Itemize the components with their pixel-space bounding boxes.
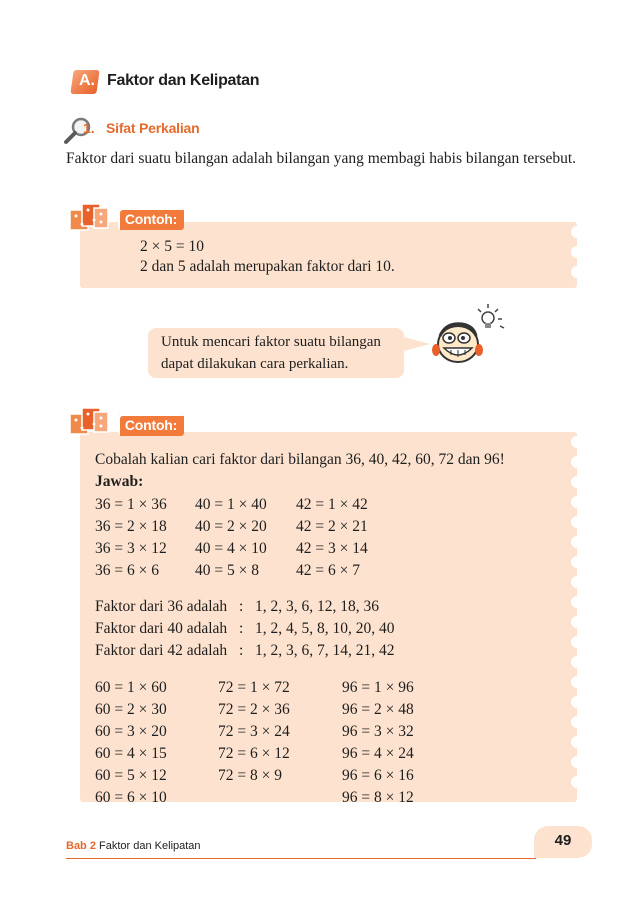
row-40-2: 40 = 2 × 20 [195, 518, 267, 535]
row-72-1: 72 = 1 × 72 [218, 679, 290, 696]
row-42-1: 42 = 1 × 42 [296, 496, 368, 513]
row-72-2: 72 = 2 × 36 [218, 701, 290, 718]
page-number: 49 [554, 832, 572, 849]
row-72-5: 72 = 8 × 9 [218, 767, 282, 784]
footer-divider [66, 858, 536, 859]
example1-line-2: 2 dan 5 adalah merupakan faktor dari 10. [140, 258, 395, 275]
row-60-1: 60 = 1 × 60 [95, 679, 167, 696]
row-60-3: 60 = 3 × 20 [95, 723, 167, 740]
subsection-title: Sifat Perkalian [106, 120, 200, 136]
example2-question: Cobalah kalian cari faktor dari bilangan 36, 40, 42, 60, 72 dan 96! [95, 451, 505, 468]
row-40-3: 40 = 4 × 10 [195, 540, 267, 557]
row-36-4: 36 = 6 × 6 [95, 562, 159, 579]
row-72-4: 72 = 6 × 12 [218, 745, 290, 762]
row-96-2: 96 = 2 × 48 [342, 701, 414, 718]
intro-paragraph: Faktor dari suatu bilangan adalah bilangan yang membagi habis bilangan tersebut. [66, 150, 577, 167]
smiling-face-icon [432, 300, 514, 376]
lightbulb-icon [478, 304, 504, 328]
factor-value-42: 1, 2, 3, 6, 7, 14, 21, 42 [255, 642, 395, 659]
tip-bubble-tail [400, 336, 430, 352]
footer-chapter-number: Bab 2 [66, 840, 96, 852]
answer-label: Jawab: [95, 473, 144, 490]
subsection-number: 1. [83, 120, 95, 136]
row-60-6: 60 = 6 × 10 [95, 789, 167, 806]
tip-line-1: Untuk mencari faktor suatu bilangan [161, 334, 381, 350]
row-96-5: 96 = 6 × 16 [342, 767, 414, 784]
example1-line-1: 2 × 5 = 10 [140, 238, 204, 255]
footer-chapter [66, 840, 201, 852]
row-96-3: 96 = 3 × 32 [342, 723, 414, 740]
tip-line-2: dapat dilakukan cara perkalian. [161, 356, 349, 372]
footer-chapter-title: Faktor dan Kelipatan [99, 840, 201, 852]
row-60-4: 60 = 4 × 15 [95, 745, 167, 762]
factor-sep-40: : [239, 620, 244, 637]
row-60-2: 60 = 2 × 30 [95, 701, 167, 718]
row-36-3: 36 = 3 × 12 [95, 540, 167, 557]
row-96-4: 96 = 4 × 24 [342, 745, 414, 762]
row-36-2: 36 = 2 × 18 [95, 518, 167, 535]
factor-sep-36: : [239, 598, 244, 615]
row-96-6: 96 = 8 × 12 [342, 789, 414, 806]
factor-value-36: 1, 2, 3, 6, 12, 18, 36 [255, 598, 379, 615]
factor-value-40: 1, 2, 4, 5, 8, 10, 20, 40 [255, 620, 395, 637]
dice-icon [68, 404, 112, 440]
row-72-3: 72 = 3 × 24 [218, 723, 290, 740]
dice-icon [68, 200, 112, 236]
row-42-4: 42 = 6 × 7 [296, 562, 360, 579]
row-36-1: 36 = 1 × 36 [95, 496, 167, 513]
factor-label-40: Faktor dari 40 adalah [95, 620, 228, 637]
tip-text [161, 331, 381, 375]
row-42-2: 42 = 2 × 21 [296, 518, 368, 535]
row-40-1: 40 = 1 × 40 [195, 496, 267, 513]
section-title: Faktor dan Kelipatan [107, 72, 260, 89]
example-label-2: Contoh: [118, 414, 184, 436]
row-42-3: 42 = 3 × 14 [296, 540, 368, 557]
example-label-1: Contoh: [118, 208, 184, 230]
factor-label-42: Faktor dari 42 adalah [95, 642, 228, 659]
section-letter: A. [79, 72, 95, 89]
factor-sep-42: : [239, 642, 244, 659]
factor-label-36: Faktor dari 36 adalah [95, 598, 228, 615]
row-40-4: 40 = 5 × 8 [195, 562, 259, 579]
row-96-1: 96 = 1 × 96 [342, 679, 414, 696]
row-60-5: 60 = 5 × 12 [95, 767, 167, 784]
